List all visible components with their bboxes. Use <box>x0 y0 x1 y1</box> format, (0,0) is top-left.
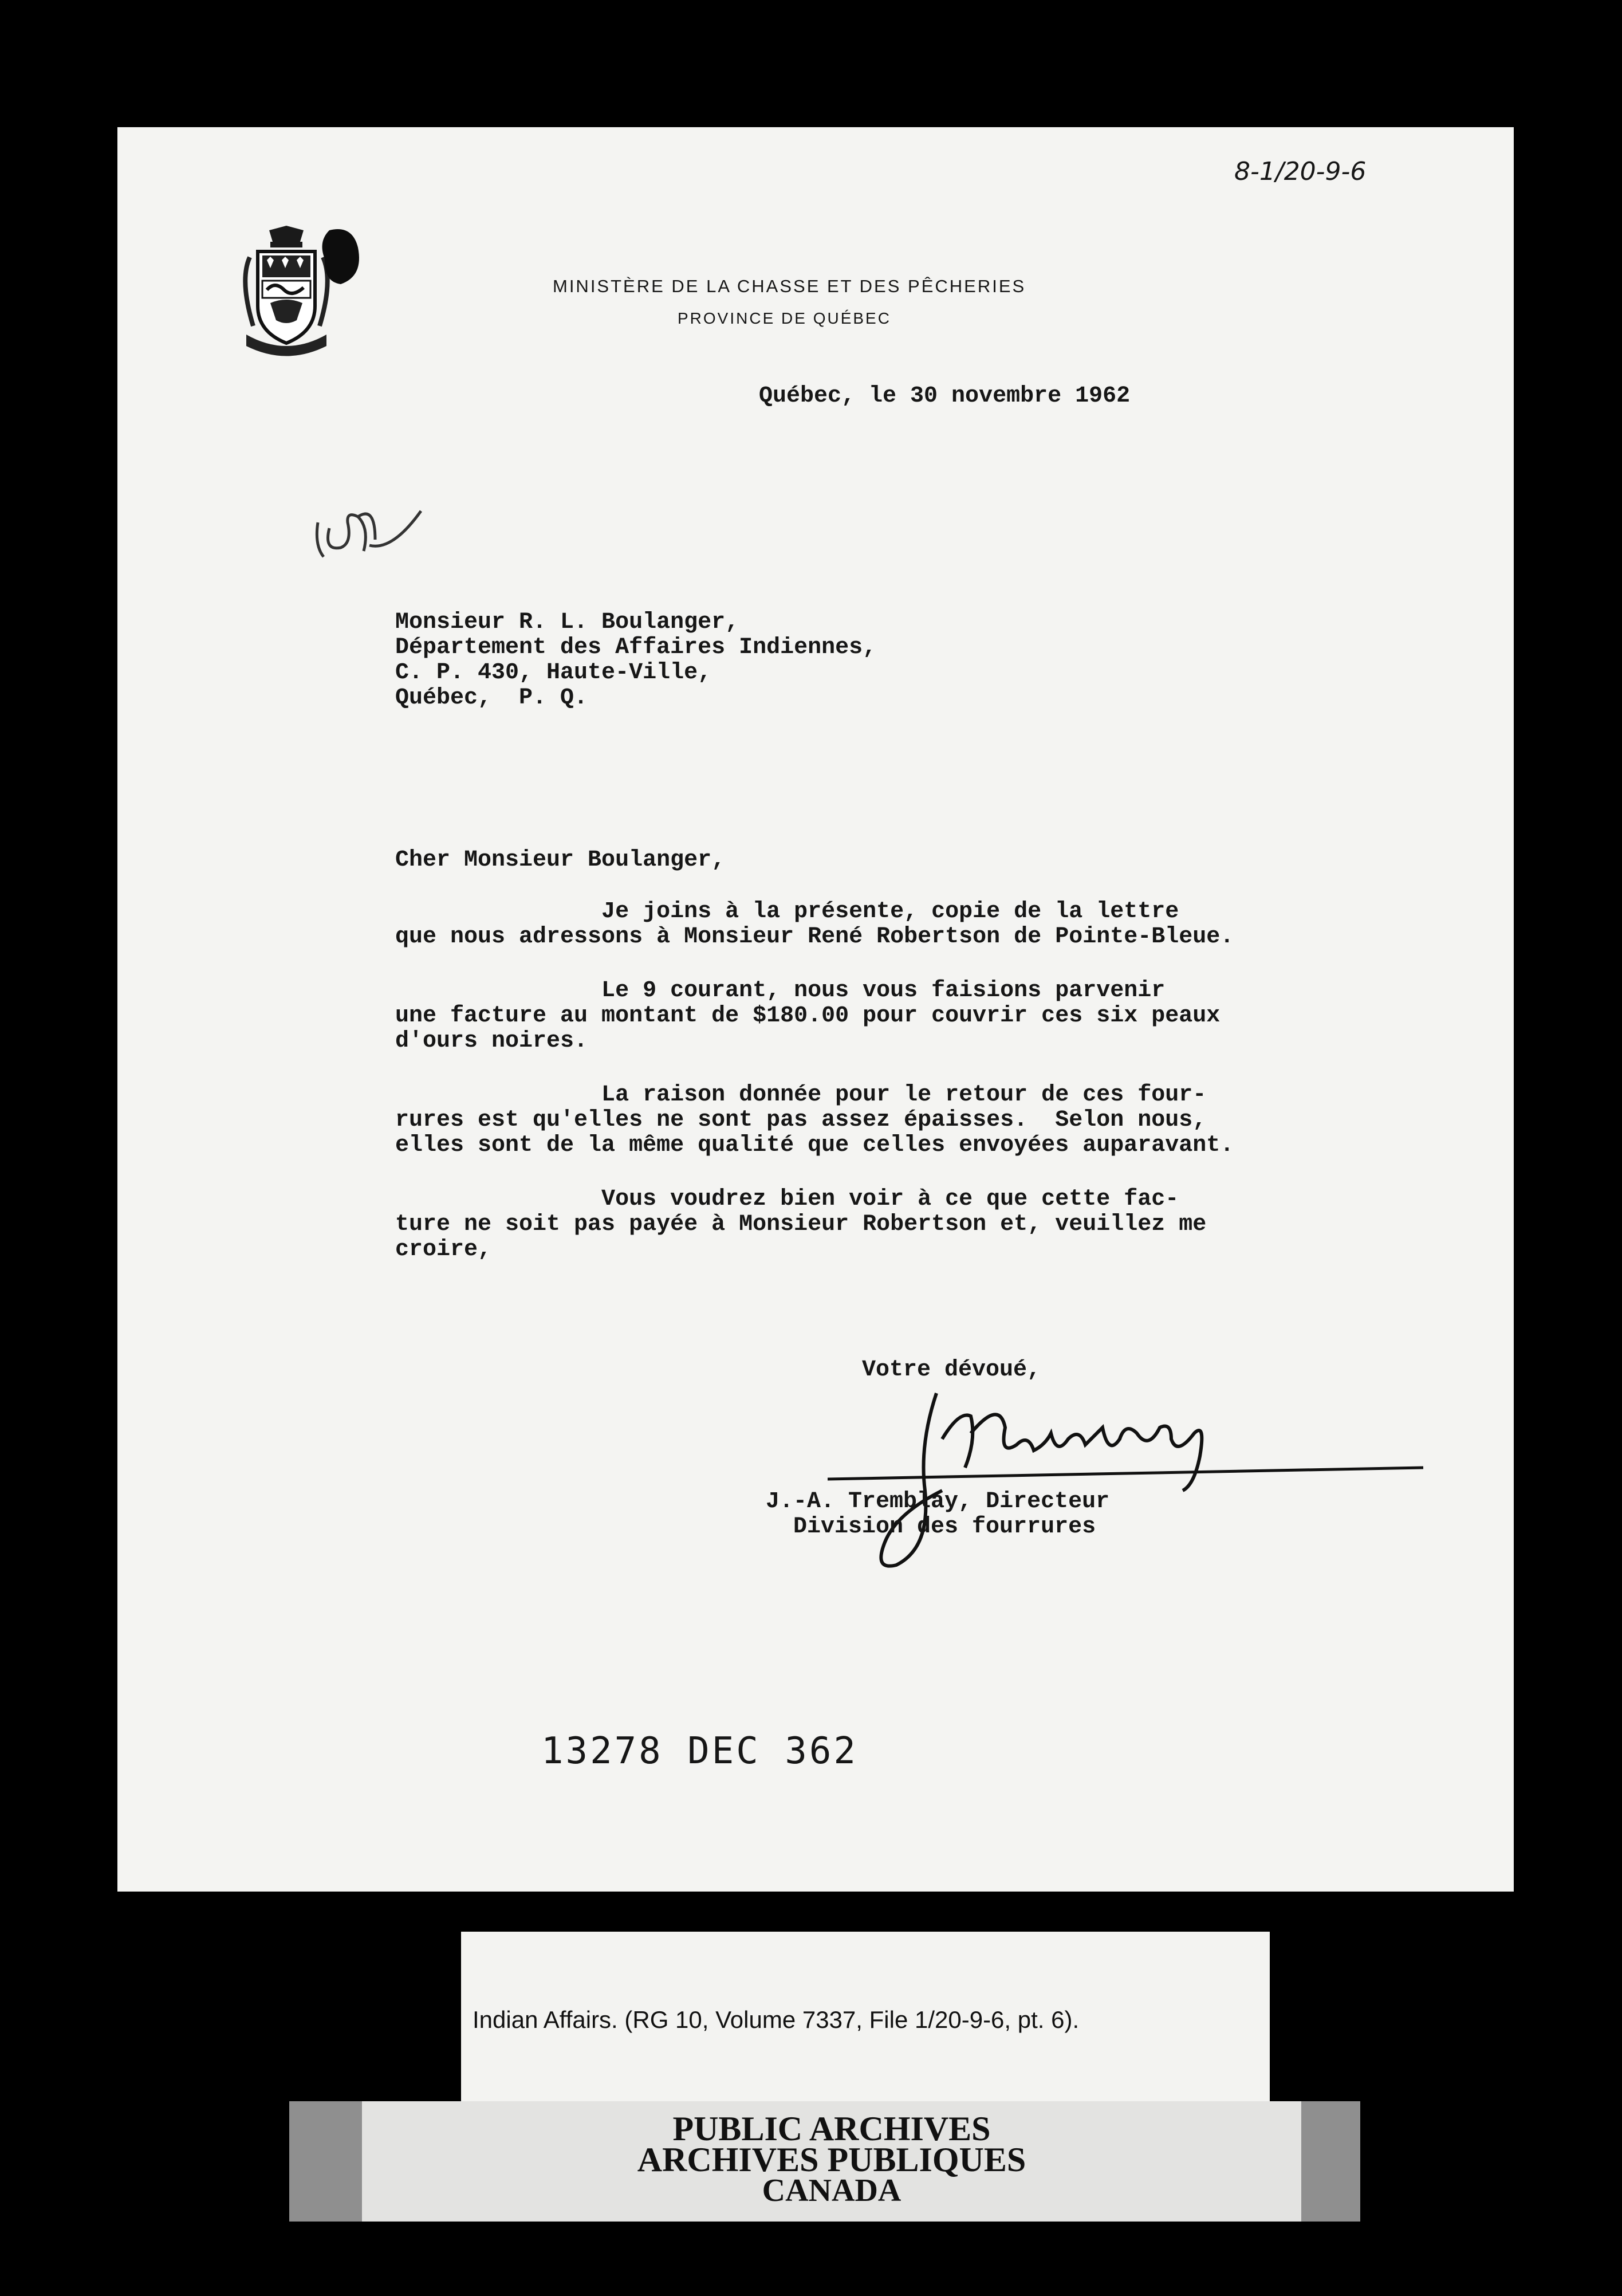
recipient-line: Monsieur R. L. Boulanger, <box>395 610 739 635</box>
province-heading: PROVINCE DE QUÉBEC <box>678 309 891 327</box>
recipient-line: Département des Affaires Indiennes, <box>395 635 877 661</box>
archive-reference-text: Indian Affairs. (RG 10, Volume 7337, File 1/20-9-6, pt. 6). <box>473 2006 1080 2033</box>
letter-sheet <box>117 127 1514 1892</box>
paragraph-line: une facture au montant de $180.00 pour couvrir ces six peaux <box>395 1003 1221 1029</box>
banner-line-french: ARCHIVES PUBLIQUES <box>637 2141 1026 2179</box>
recipient-line: Québec, P. Q. <box>395 685 588 711</box>
signer-division: Division des fourrures <box>793 1514 1096 1540</box>
paragraph-line: elles sont de la même qualité que celles envoyées auparavant. <box>395 1133 1234 1158</box>
banner-line-country: CANADA <box>762 2173 901 2208</box>
handwritten-signature <box>828 1376 1435 1582</box>
received-stamp: 13278 DEC 362 <box>541 1730 858 1772</box>
ink-blot <box>318 225 364 288</box>
paragraph-line: Le 9 courant, nous vous faisions parvenir <box>395 978 1166 1004</box>
paragraph-line: La raison donnée pour le retour de ces four- <box>395 1082 1207 1108</box>
paragraph-line: rures est qu'elles ne sont pas assez épaisses. Selon nous, <box>395 1107 1207 1133</box>
paragraph-line: Je joins à la présente, copie de la lettre <box>395 899 1179 925</box>
handwritten-file-reference: 8-1/20-9-6 <box>1234 157 1367 186</box>
signer-name: J.-A. Tremblay, Directeur <box>766 1489 1110 1515</box>
handwritten-initials <box>306 488 438 580</box>
paragraph-line: d'ours noires. <box>395 1028 588 1054</box>
recipient-line: C. P. 430, Haute-Ville, <box>395 660 712 686</box>
closing: Votre dévoué, <box>862 1357 1041 1383</box>
archive-reference-label <box>461 1932 1270 2121</box>
paragraph-line: Vous voudrez bien voir à ce que cette fac- <box>395 1186 1179 1212</box>
paragraph-line: que nous adressons à Monsieur René Robertson de Pointe-Bleue. <box>395 924 1234 950</box>
archives-banner <box>362 2101 1301 2222</box>
letter-date: Québec, le 30 novembre 1962 <box>759 383 1131 409</box>
ministry-heading: MINISTÈRE DE LA CHASSE ET DES PÊCHERIES <box>553 276 1026 296</box>
banner-line-english: PUBLIC ARCHIVES <box>672 2110 991 2148</box>
paragraph-line: croire, <box>395 1237 492 1263</box>
salutation: Cher Monsieur Boulanger, <box>395 847 726 873</box>
paragraph-line: ture ne soit pas payée à Monsieur Robertson et, veuillez me <box>395 1212 1207 1237</box>
